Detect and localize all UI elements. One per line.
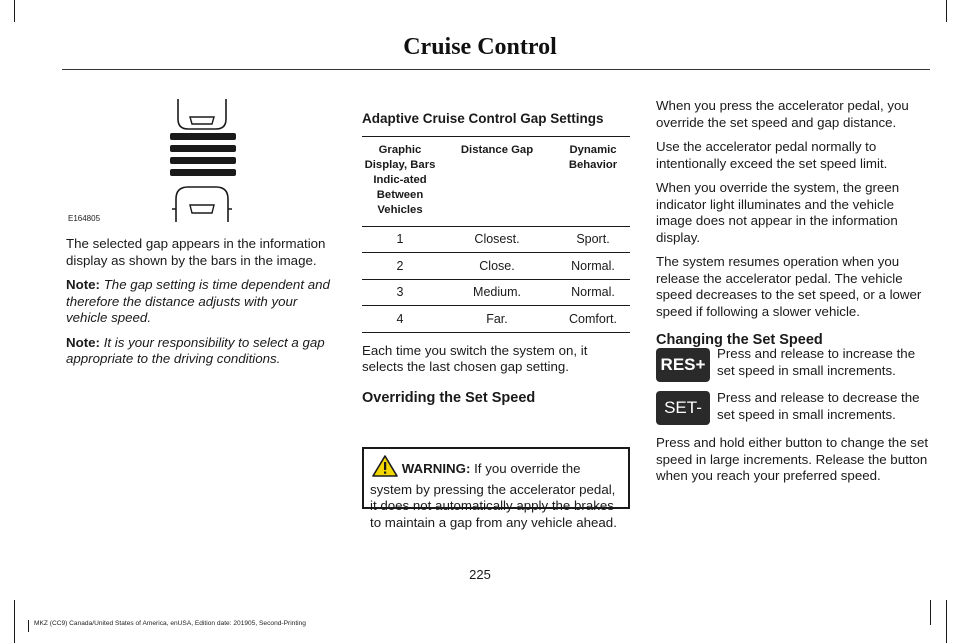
crop-mark-top-left xyxy=(14,0,15,22)
note-text: It is your responsibility to select a gap appropriate to the driving conditions. xyxy=(66,334,325,366)
table-cell: Far. xyxy=(438,306,556,333)
note-label: Note: xyxy=(66,277,100,292)
table-cell: Normal. xyxy=(556,279,630,306)
gap-settings-table xyxy=(362,136,630,333)
crop-mark-top-right xyxy=(946,0,947,22)
set-minus-button-icon: SET- xyxy=(656,391,710,425)
table-cell: Normal. xyxy=(556,253,630,280)
res-plus-button-icon: RES+ xyxy=(656,348,710,382)
table-cell: 3 xyxy=(362,279,438,306)
last-gap-paragraph: Each time you switch the system on, it selects the last chosen gap setting. xyxy=(362,342,588,374)
middle-column xyxy=(362,111,630,406)
table-cell: Comfort. xyxy=(556,306,630,333)
gap-bars-figure xyxy=(66,97,266,227)
hold-paragraph: Press and hold either button to change the set speed in large increments. Release the button when you reach your preferred speed. xyxy=(656,435,929,483)
table-row xyxy=(362,226,630,253)
override-paragraph: When you press the accelerator pedal, you override the set speed and gap distance. xyxy=(656,98,909,130)
indicator-paragraph: When you override the system, the green indicator light illuminates and the vehicle image does not appear in the information display. xyxy=(656,180,900,245)
header-rule xyxy=(62,69,930,70)
table-row xyxy=(362,306,630,333)
figure-id: E164805 xyxy=(68,214,101,223)
column-header: Distance Gap xyxy=(438,136,556,226)
table-header-row xyxy=(362,136,630,226)
table-cell: Medium. xyxy=(438,279,556,306)
gap-paragraph: The selected gap appears in the information display as shown by the bars in the image. xyxy=(66,236,326,268)
table-cell: Close. xyxy=(438,253,556,280)
table-cell: 2 xyxy=(362,253,438,280)
left-column xyxy=(66,236,341,376)
section-heading-override: Overriding the Set Speed xyxy=(362,389,536,406)
note-text: The gap setting is time dependent and therefore the distance adjusts with your vehicle speed. xyxy=(66,277,330,325)
page-title: Cruise Control xyxy=(403,34,557,60)
note-time-dependent xyxy=(66,277,341,327)
set-description: Press and release to decrease the set speed in small increments. xyxy=(717,390,920,422)
table-cell: Closest. xyxy=(438,226,556,253)
resume-paragraph: The system resumes operation when you release the accelerator pedal. The vehicle speed decreases to the set speed, or a lower speed if following a slower vehicle. xyxy=(656,254,922,319)
warning-text: If you override the system by pressing the accelerator pedal, it does not automatically apply the brakes to maintain a gap from any vehicle ahead. xyxy=(370,461,617,530)
warning-label: WARNING: xyxy=(401,461,471,476)
crop-mark-bottom-left xyxy=(14,600,15,643)
right-column xyxy=(656,98,928,349)
note-label: Note: xyxy=(66,334,100,350)
section-heading-change-speed: Changing the Set Speed xyxy=(656,332,823,348)
warning-box xyxy=(362,447,630,530)
table-cell: 1 xyxy=(362,226,438,253)
exceed-paragraph: Use the accelerator pedal normally to intentionally exceed the set speed limit. xyxy=(656,139,888,171)
res-description: Press and release to increase the set speed in small increments. xyxy=(717,346,916,378)
footer-text: MKZ (CC9) Canada/United States of America, enUSA, Edition date: 201905, Second-Printing xyxy=(34,620,306,627)
table-row xyxy=(362,253,630,280)
crop-mark-side-right xyxy=(930,600,931,625)
table-title: Adaptive Cruise Control Gap Settings xyxy=(362,111,604,126)
crop-mark-bottom-right xyxy=(946,600,947,643)
table-row xyxy=(362,279,630,306)
crop-mark-side-left xyxy=(28,620,29,632)
warning-triangle-icon xyxy=(372,455,398,482)
table-cell: 4 xyxy=(362,306,438,333)
table-cell: Sport. xyxy=(556,226,630,253)
page-number: 225 xyxy=(469,567,491,582)
column-header: Graphic Display, Bars Indic-ated Between Vehicles xyxy=(362,136,438,226)
column-header: Dynamic Behavior xyxy=(556,136,630,226)
note-responsibility xyxy=(66,335,341,368)
gap-display-illustration xyxy=(66,97,266,227)
